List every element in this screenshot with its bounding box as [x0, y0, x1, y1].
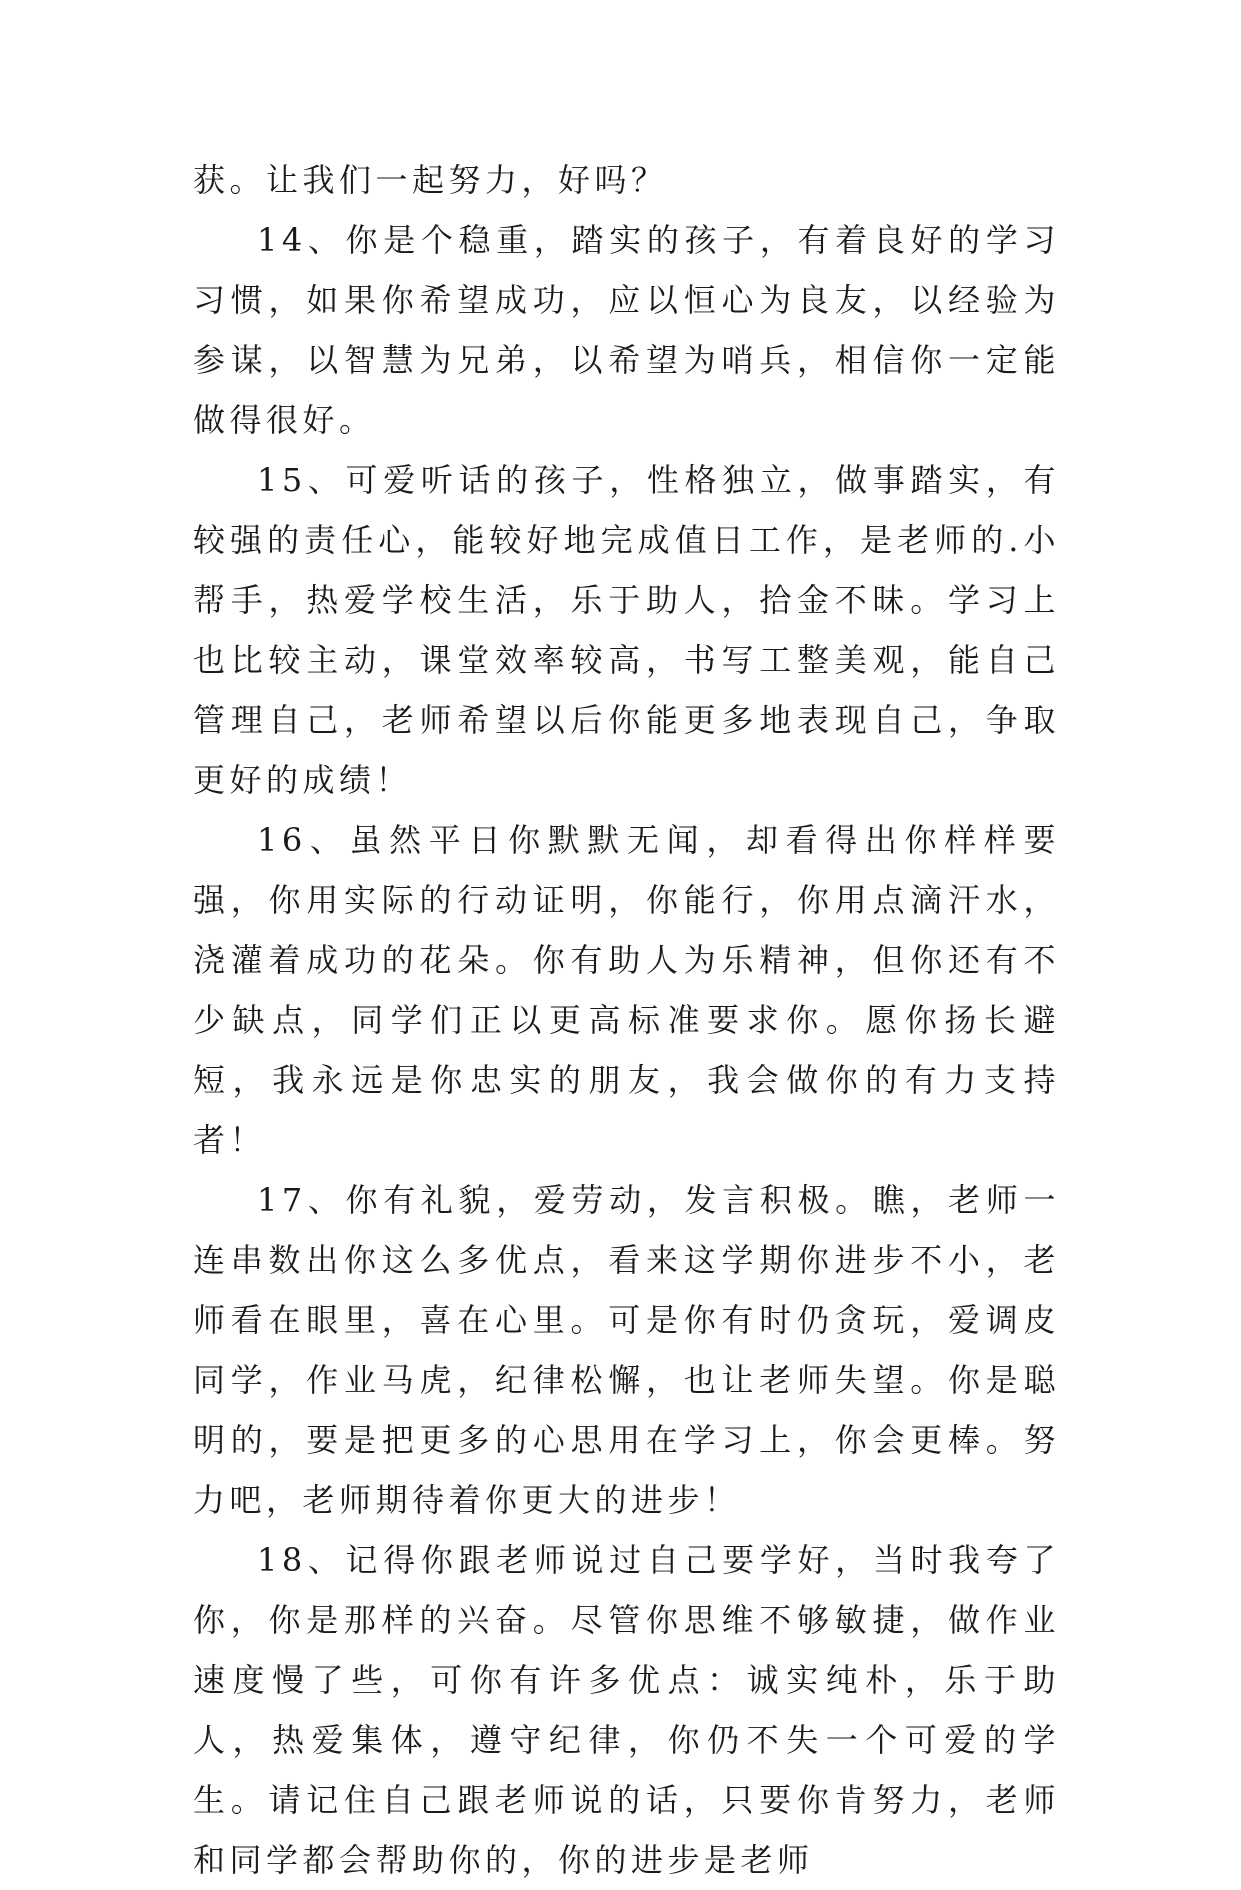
- paragraph-16: 16、虽然平日你默默无闻，却看得出你样样要强，你用实际的行动证明，你能行，你用点滴汗水，浇灌着成功的花朵。你有助人为乐精神，但你还有不少缺点，同学们正以更高标准要求你。愿你扬长避短，我永远是你忠实的朋友，我会做你的有力支持者！: [193, 821, 1060, 1159]
- paragraph-continuation: 获。让我们一起努力，好吗？: [193, 161, 668, 199]
- document-body: [193, 150, 1060, 1890]
- paragraph-17: 17、你有礼貌，爱劳动，发言积极。瞧，老师一连串数出你这么多优点，看来这学期你进步不小，老师看在眼里，喜在心里。可是你有时仍贪玩，爱调皮同学，作业马虎，纪律松懈，也让老师失望。你是聪明的，要是把更多的心思用在学习上，你会更棒。努力吧，老师期待着你更大的进步！: [193, 1181, 1060, 1519]
- paragraph-14: 14、你是个稳重，踏实的孩子，有着良好的学习习惯，如果你希望成功，应以恒心为良友，以经验为参谋，以智慧为兄弟，以希望为哨兵，相信你一定能做得很好。: [193, 221, 1060, 439]
- paragraph-15: 15、可爱听话的孩子，性格独立，做事踏实，有较强的责任心，能较好地完成值日工作，是老师的.小帮手，热爱学校生活，乐于助人，拾金不昧。学习上也比较主动，课堂效率较高，书写工整美观，能自己管理自己，老师希望以后你能更多地表现自己，争取更好的成绩！: [193, 461, 1060, 799]
- paragraph-18: 18、记得你跟老师说过自己要学好，当时我夸了你，你是那样的兴奋。尽管你思维不够敏捷，做作业速度慢了些，可你有许多优点：诚实纯朴，乐于助人，热爱集体，遵守纪律，你仍不失一个可爱的学生。请记住自己跟老师说的话，只要你肯努力，老师和同学都会帮助你的，你的进步是老师: [193, 1541, 1060, 1879]
